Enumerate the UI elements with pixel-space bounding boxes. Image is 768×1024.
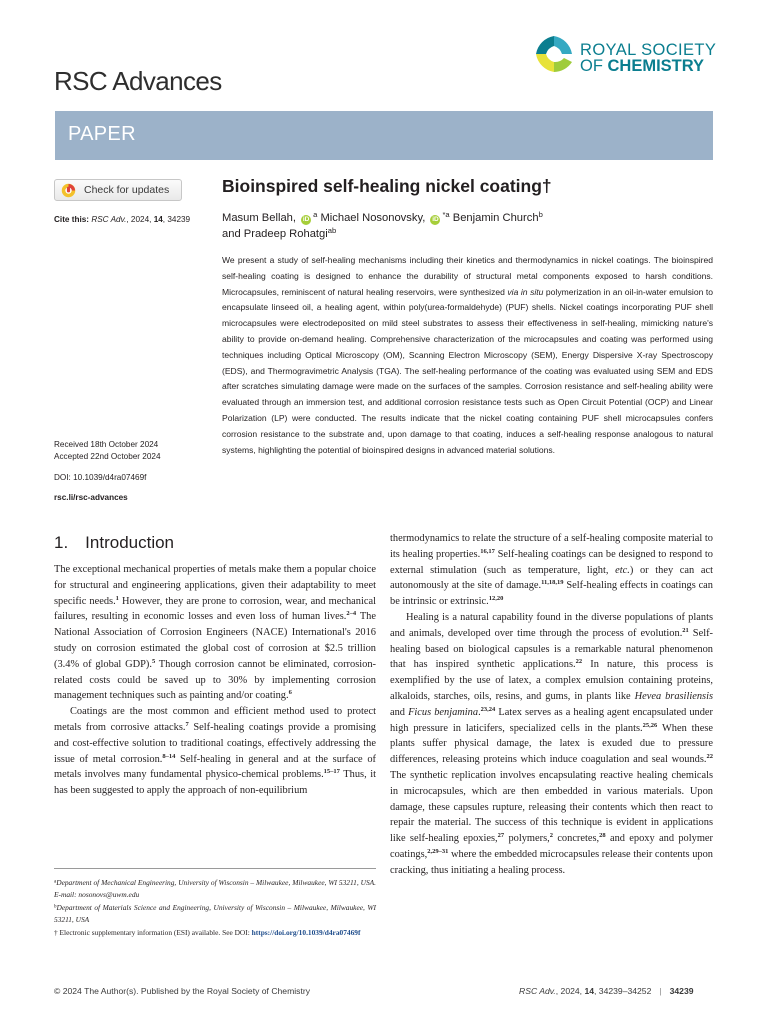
author-list: Masum Bellah, $iD^a$ Michael Nosonovsky, $iD^{*a}$ Benjamin Church$^b$ and Pradeep Rohatgi$^{ab}$ (222, 210, 543, 240)
orcid-icon[interactable]: iD (302, 216, 310, 223)
section-type-label: PAPER (68, 123, 136, 145)
footnote-divider (54, 868, 376, 869)
footer-copyright: © 2024 The Author(s). Published by the Royal Society of Chemistry (54, 986, 310, 996)
check-for-updates-button[interactable] (54, 179, 182, 201)
body-column-left (54, 562, 376, 799)
footer-citation: RSC Adv., 2024, 14, 34239–34252 | 34239 (519, 986, 694, 996)
cite-this: Cite this: RSC Adv., 2024, 14, 34239 (54, 215, 191, 224)
section-heading: 1. Introduction (54, 533, 175, 552)
rsc-logo-mark-icon (532, 32, 578, 86)
author-name[interactable]: Benjamin Church (452, 212, 539, 224)
page-number: 34239 (669, 986, 694, 996)
logo-line1: ROYAL SOCIETY (580, 41, 717, 59)
logo-line2: OF CHEMISTRY (580, 57, 705, 75)
paragraph: Healing is a natural capability found in the diverse populations of plants and animals, developed over time through the process of evolution.$^{21}$ Self-healing based on biological capsules is a remarkable natural phenomenon that has inspired synthetic applications.$^{22}$ In nature, this process is exemplified by the use of latex, a complex emulsion containing proteins, alkaloids, starches, oils, resins, and gums, in plants like Hevea brasiliensis and Ficus benjamina.$^{23,24}$ Latex serves as a healing agent encapsulated under high pressure in laticifers, specialized cells in the plants.$^{25,26}$ When these plants suffer physical damage, the latex is exuded due to pressure differences, releasing proteins which induce coagulation and seal wounds.$^{22}$ The synthetic replication involves encapsulating reactive healing chemicals in microcapsules, which are then embedded in various materials. Upon damage, these capsules rupture, releasing their contents which then react to repair the material. The success of this technique is evident in applications like self-healing epoxies,$^{27}$ polymers,$^2$ concretes,$^{28}$ and epoxy and polymer coatings,$^{2,29-31}$ where the embedded microcapsules release their contents upon cracking, thus initiating a healing process. (390, 611, 714, 876)
author-name[interactable]: Masum Bellah, (222, 212, 296, 224)
footnote-affiliation: $^a$Department of Mechanical Engineering, University of Wisconsin – Milwaukee, Milwaukee, WI 53211, USA. E-mail: nosonovs@uwm.edu (54, 878, 376, 899)
article-title: Bioinspired self-healing nickel coating† (222, 176, 552, 196)
body-column-right (390, 531, 713, 879)
check-updates-icon (61, 183, 76, 198)
abstract: We present a study of self-healing mechanisms including their kinetics and thermodynamics in nickel coatings. The bioinspired self-healing coating is designed to enhance the durability of structural metal components exposed to harsh conditions. Microcapsules, reminiscent of natural healing reservoirs, were synthesized via in situ polymerization in an oil-in-water emulsion to encapsulate linseed oil, a healing agent, within poly(urea-formaldehyde) (PUF) shells. Nickel coatings incorporating PUF shell microcapsules were electrodeposited on mild steel substrates to assess their effectiveness in self-healing, mimicking nature's ability to provide on-demand healing. Comprehensive characterization of the microcapsules and coating was performed using techniques including Optical Microscopy (OM), Scanning Electron Microscopy (SEM), Energy Dispersive X-ray Spectroscopy (EDS), and Thermogravimetric Analysis (TGA). The self-healing performance of the coating was evaluated using SEM and EDS after scratches simulating damage were made on the surfaces of the samples. Corrosion resistance and self-healing ability were evaluated through an immersion test, and additional corrosion resistance tests such as Open Circuit Potential (OCP) and Linear Polarization (LP) were conducted. The results indicate that the nickel coating containing PUF shell microcapsules confers corrosion resistance to the substrate and, upon damage to that coating, induces a self-healing response analogous to natural systems, highlighting the potential of bioinspired designs in advanced material solutions. (222, 255, 714, 455)
rsc-logo[interactable] (532, 32, 716, 86)
orcid-icon[interactable]: iD (432, 216, 439, 223)
author-name[interactable]: Michael Nosonovsky, (320, 212, 426, 224)
accepted-date: Accepted 22nd October 2024 (54, 452, 161, 461)
paragraph: Coatings are the most common and efficient method used to protect metals from corrosive attacks.$^7$ Self-healing coatings provide a promising and cost-effective solution to traditional coatings, effectively addressing the issue of metal corrosion.$^{8-14}$ Self-healing in general and at the surface of metals involves many fundamental physico-chemical problems.$^{15-17}$ Thus, it has been suggested to apply the approach of non-equilibrium (54, 706, 376, 797)
footnotes (54, 877, 376, 941)
section-type-band (55, 111, 713, 160)
esi-doi-link[interactable]: https://doi.org/10.1039/d4ra07469f (251, 928, 361, 938)
doi[interactable]: DOI: 10.1039/d4ra07469f (54, 473, 147, 482)
check-updates-label: Check for updates (84, 184, 170, 196)
footnote-affiliation: $^b$Department of Materials Science and Engineering, University of Wisconsin – Milwaukee, Milwaukee, WI 53211, USA (54, 903, 376, 924)
author-name[interactable]: and Pradeep Rohatgi (222, 228, 328, 240)
journal-title: RSC Advances (54, 66, 222, 96)
received-date: Received 18th October 2024 (54, 440, 159, 449)
paragraph: The exceptional mechanical properties of metals make them a popular choice for structural and engineering applications, given their adaptability to meet specific needs.$^1$ However, they are prone to corrosion, wear, and mechanical failures, resulting in economic losses and even loss of human lives.$^{2-4}$ The National Association of Corrosion Engineers (NACE) International's 2016 study on corrosion estimated the global cost of corrosion at $2.5 trillion (3.4% of global GDP).$^5$ Though corrosion cannot be eliminated, corrosion-related costs could be saved up to 30% by implementing corrosion management techniques such as painting and/or coating.$^6$ (54, 564, 376, 702)
footnote-esi: † Electronic supplementary information (ESI) available. See DOI: https://doi.org/10.1039/d4ra07469f (54, 928, 361, 938)
journal-link[interactable]: rsc.li/rsc-advances (54, 493, 128, 502)
paragraph: thermodynamics to relate the structure of a self-healing composite material to its healing properties.$^{16,17}$ Self-healing coatings can be designed to respond to external stimulation (such as temperature, light, etc.) or they can act autonomously at the site of damage.$^{11,18,19}$ Self-healing effects in coatings can be intrinsic or extrinsic.$^{12,20}$ (390, 533, 713, 608)
